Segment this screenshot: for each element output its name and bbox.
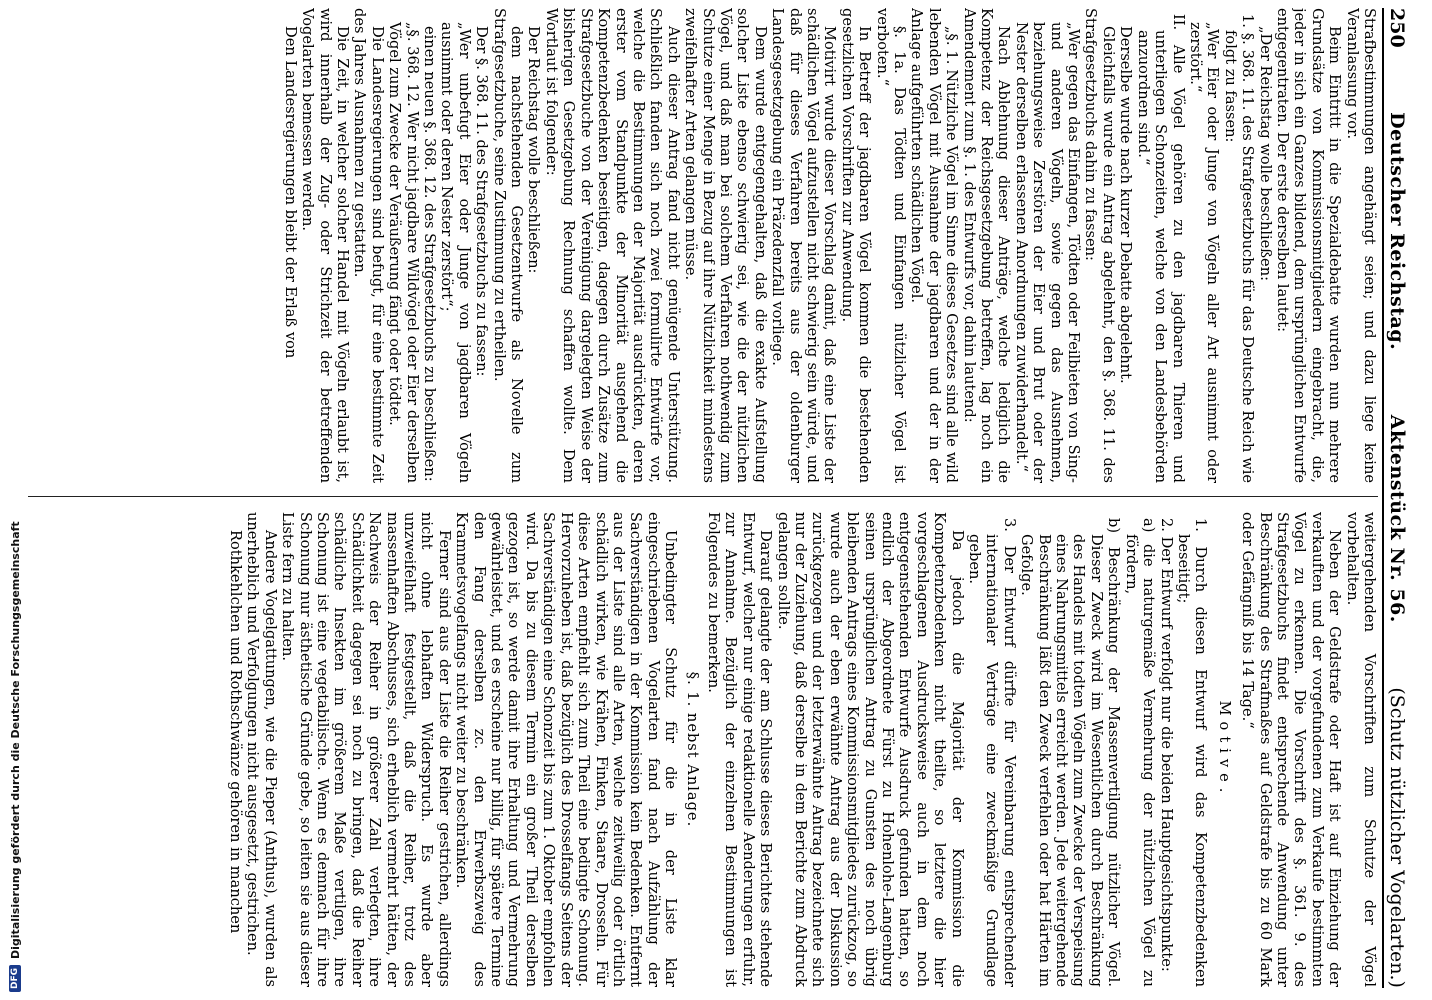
paragraph: „Wer unbefugt Eier oder Junge von jagdbaren Vögeln ausnimmt oder deren Nester zerstört“; [438, 22, 473, 483]
text-column-right [28, 512, 1378, 987]
paragraph: dem nachstehenden Gesetzentwurfe als Novelle zum Strafgesetzbuche, seine Zustimmung zu ertheilen. [490, 8, 526, 483]
paragraph: Den Landesregierungen bleibt der Erlaß von [281, 26, 299, 359]
section-heading-motive: Motive. [1215, 700, 1233, 799]
paragraph: „§. 368. 12. Wer nicht jagdbare Wildvögel oder Eier derselben Vögel zum Zwecke der Veräußerung fängt oder tödtet. [386, 22, 421, 483]
paragraph: „Wer gegen das Einfangen, Tödten oder Feilbieten von Sing- und anderen Vögeln, sowie gegen das Ausnehmen, beziehungsweise Zerstören der Eier und Brut oder der Nester derselben erlassenen Anordnungen zuwiderhandelt.“ [1012, 22, 1083, 483]
paragraph: 2. Der Entwurf verfolgt nur die beiden Hauptgesichtspunkte: [1157, 518, 1175, 972]
digitization-credit-text: Digitalisierung gefördert durch die Deutsche Forschungsgemeinschaft [8, 521, 22, 959]
paragraph: Derselbe wurde nach kurzer Debatte abgelehnt. [1117, 26, 1135, 384]
paragraph: Andere Vogelgattungen, wie die Pieper (Anthus), wurden als unerheblich und Verfolgungen nicht ausgesetzt, gestrichen. [244, 512, 279, 987]
paragraph: Dem wurde entgegengehalten, daß die exakte Aufstellung solcher Liste ebenso schwierig sei, wie die der nützlichen Vögel, und daß man bei solchem Verfahren nothwendig zum Schutze einer Menge in Bezug auf ihre Nützlichkeit mindestens zweifelhafter Arten gelangen müsse. [682, 8, 769, 483]
paragraph: Der Reichstag wolle beschließen: [525, 26, 543, 274]
paragraph: 3. Der Entwurf dürfte für Vereinbarung entsprechender internationaler Verträge eine zweckmäßige Grundlage geben. [966, 518, 1018, 987]
paragraph: „Der Reichstag wolle beschließen: [1256, 26, 1274, 282]
paragraph: Rothkehlchen und Rothschwänze gehören in manchen [227, 530, 244, 934]
paragraph: Die Zeit, in welcher solcher Handel mit Vögeln erlaubt ist, wird innerhalb der Zug- oder Strichzeit der betreffenden Vogelarten bemessen werden. [299, 8, 352, 483]
paragraph: b) Beschränkung der Massenvertilgung nützlicher Vögel. Dieser Zweck wird im Wesentlichen durch Beschränkung des Handels mit todten Vögeln zum Zwecke der Verspeisung eines Nahrungsmittels erreicht werden. Jede weitergehende Beschränkung läßt den Zweck verfehlen oder hat Härten im Gefolge. [1018, 518, 1123, 987]
dfg-logo: DFG [9, 965, 21, 992]
paragraph: Beim Eintritt in die Spezialdebatte wurden nun mehrere Grundsätze von Kommissionsmitgliedern eingebracht, die, jeder in sich ein Ganzes bildend, dem ursprünglichen Entwurfe entgegentraten. Der erste derselben lautet: [1273, 8, 1344, 483]
paragraph: Ferner sind aus der Liste die Reiher gestrichen, allerdings nicht ohne lebhaften Widerspruch. Es wurde aber unzweifelhaft festgestellt, daß die Reiher, trotz des massenhaften Abschusses, sich erheblich vermehrt hätten, der Nachweis der Reiher in größerer Zahl verlegten, ihre Schädlichkeit dagegen sei noch zu bringen, daß die Reiher schädliche Insekten im größerem Maße vertilgen, ihre Schonung ist eine vegetabilische. Wenn es demnach für ihre Schonung nur ästhetische Gründe gebe, so leiten sie aus dieser Liste fern zu halten. [279, 512, 453, 987]
paragraph: Unbedingter Schutz für die in der Liste klar eingeschriebenen Vogelarten fand nach Aufzählung der Sachverständigen in der Kommission kein Bedenken. Entfernt aus der Liste sind alle Arten, welche zeitweilig oder örtlich schädlich wirken, wie Krähen, Finken, Staare, Drosseln. Für diese Arten empfiehlt sich zum Theil eine bedingte Schonung. Hervorzuheben ist, daß bezüglich des Drosselfangs Seitens der Sachverständigen eine Schonzeit bis zum 1. Oktober empfohlen wird. Da bis zu diesem Termin ein großer Theil derselben gezogen ist, so werde damit ihre Erhaltung und Vermehrung gewährleistet, und es erscheine nur billig, für spätere Termine den Fang derselben zc. den Erwerbszweig des Krammetsvogelfangs nicht weiter zu beschränken. [453, 512, 680, 987]
paragraph: weitergehenden Vorschriften zum Schutze der Vögel vorbehalten. [1343, 512, 1378, 987]
paragraph: Darauf gelangte der am Schlusse dieses Berichtes stehende Entwurf, welcher nur einige redaktionelle Aenderungen erfuhr, zur Annahme. Bezüglich der einzelnen Bestimmungen ist Folgendes zu bemerken. [704, 512, 775, 987]
paragraph: „Wer Eier oder Junge von Vögeln aller Art ausnimmt oder zerstört.“ [1186, 22, 1222, 483]
paragraph: II. Alle Vögel gehören zu den jagdbaren Thieren und unterliegen Schonzeiten, welche von den Landesbehörden anzuordnen sind.“ [1134, 14, 1187, 483]
paragraph: „§. 1. Nützliche Vögel im Sinne dieses Gesetzes sind alle wild lebenden Vögel mit Ausnahme der jagdbaren und der in der Anlage aufgeführten schädlichen Vögel. [908, 8, 961, 483]
paragraph: Motivirt wurde dieser Vorschlag damit, daß eine Liste der schädlichen Vögel aufzustellen nicht schwierig sein würde, und daß für dieses Verfahren bereits aus der oldenburger Landesgesetzgebung ein Präzedenzfall vorliege. [769, 8, 839, 483]
paragraph: 1. Durch diesen Entwurf wird das Kompetenzbedenken beseitigt; [1174, 518, 1210, 987]
paragraph: Strafbestimmungen angehängt seien; und dazu liege keine Veranlassung vor. [1343, 8, 1378, 483]
page-header [1382, 8, 1418, 988]
paragraph: a) die naturgemäße Vermehrung der nützlichen Vögel zu fördern, [1122, 518, 1158, 987]
column-divider [28, 496, 1378, 497]
paragraph: Nach Ablehnung dieser Anträge, welche lediglich die Kompetenz der Reichsgesetzgebung betreffen, lag noch ein Amendement zum §. 1. des Entwurfs vor, dahin lautend: [960, 8, 1013, 483]
document-subject: (Schutz nützlicher Vogelarten.) [1386, 687, 1408, 988]
paragraph: §. 1a. Das Tödten und Einfangen nützlicher Vögel ist verboten.“ [873, 8, 909, 483]
paragraph: Auch dieser Antrag fand nicht genügende Unterstützung. Schließlich fanden sich noch zwei formulirte Entwürfe vor, welche die Bestimmungen der Majorität ausdrückten, deren erster vom Standpunkte der Minorität ausgehend die Kompetenzbedenken beseitigen, dagegen durch Zusätze zum Strafgesetzbuche von der Vereinigung dargelegten Weise der bisherigen Gesetzgebung Rechnung schaffen wollte. Dem Wortlaut ist folgender: [542, 8, 682, 483]
paragraph: 1. §. 368. 11. des Strafgesetzbuchs für das Deutsche Reich wie folgt zu fassen: [1221, 14, 1257, 483]
paragraph: einen neuen §. 368. 12. des Strafgesetzbuchs zu beschließen: [421, 26, 439, 482]
paragraph: Der §. 368. 11. des Strafgesetzbuchs zu fassen: [473, 26, 491, 377]
section-heading-paragraph-1: §. 1. nebst Anlage. [683, 671, 701, 828]
publication-title: Deutscher Reichstag. [1386, 112, 1408, 351]
page-number: 250 [1386, 8, 1408, 48]
paragraph: Da jedoch die Majorität der Kommission die Kompetenzbedenken nicht theilte, so letztere die hier vorgeschlagenen Ausdrucksweise auch in dem noch entgegenstehenden Entwurfe Ausdruck gefunden hatten, so endlich der Abgeordnete Fürst zu Hohenlohe-Langenburg seinen ursprünglichen Antrag zu Gunsten des noch übrig bleibenden Antrags eines Kommissionsmitgliedes zurückzog, so wurde auch der eben erwähnte Antrag aus der Diskussion zurückgezogen und der letzterwähnte Antrag bezeichnete sich nur der Zuziehung, daß derselbe in dem Berichte zum Abdruck gelangen sollte. [774, 512, 966, 987]
paragraph: In Betreff der jagdbaren Vögel kommen die bestehenden gesetzlichen Vorschriften zur Anwendung. [838, 8, 874, 483]
document-number: Aktenstück Nr. 56. [1386, 414, 1408, 623]
paragraph: Neben der Geldstrafe oder Haft ist auf Einziehung der verkauften und der vorgefundenen zum Verkaufe bestimmten Vögel zu erkennen. Die Vorschrift des §. 361. 9. des Strafgesetzbuchs findet entsprechende Anwendung unter Beschränkung des Strafmaßes auf Geldstrafe bis zu 60 Mark oder Gefängniß bis 14 Tage.“ [1239, 512, 1344, 987]
text-column-left [28, 8, 1378, 483]
paragraph: Gleichfalls wurde ein Antrag abgelehnt, den §. 368. 11. des Strafgesetzbuchs dahin zu fassen: [1082, 8, 1117, 483]
paragraph: Die Landesregierungen sind befugt, für eine bestimmte Zeit des Jahres Ausnahmen zu gestatten. [351, 8, 386, 483]
